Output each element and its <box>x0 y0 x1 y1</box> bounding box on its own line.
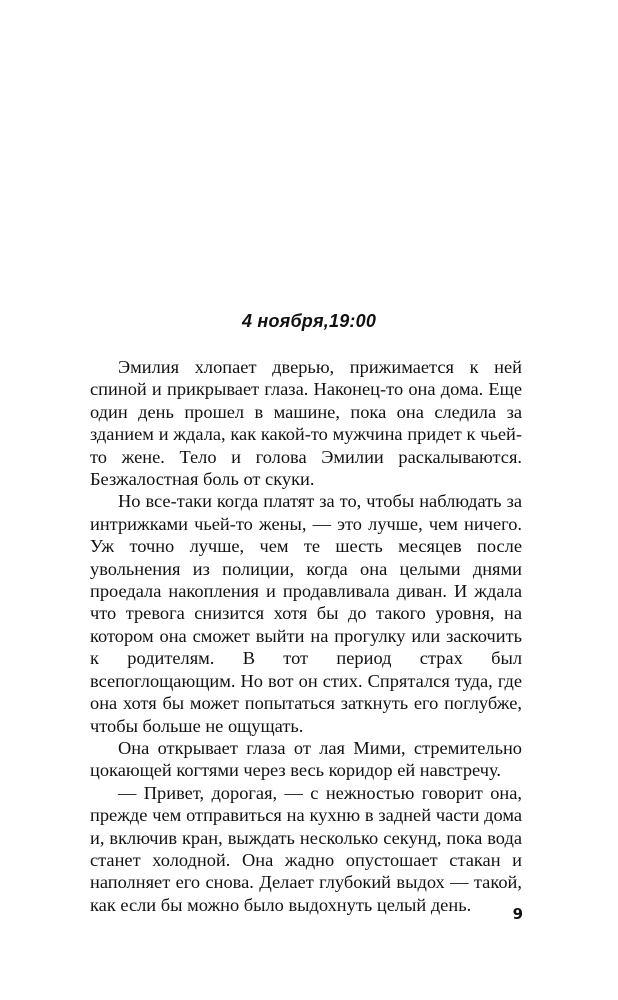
chapter-heading: 4 ноября,19:00 <box>241 311 377 331</box>
page-number: 9 <box>512 905 523 923</box>
paragraph: — Привет, дорогая, — с нежностью говорит она, прежде чем отправиться на кухню в задней части дома и, включив кран, выждать несколько секунд, пока вода станет холодной. Она жадно опустошает стакан и наполняет его снова. Делает глубокий выдох — такой, как если бы можно было выдохнуть целый день. <box>90 782 522 915</box>
paragraph: Она открывает глаза от лая Мими, стремительно цокающей когтями через весь коридор ей навстречу. <box>90 737 522 781</box>
body-text <box>90 356 522 916</box>
paragraph: Но все-таки когда платят за то, чтобы наблюдать за интрижками чьей-то жены, — это лучше, чем ничего. Уж точно лучше, чем те шесть месяцев после увольнения из полиции, когда она целыми днями проедала накопления и продавливала диван. И ждала что тревога снизится хотя бы до такого уровня, на котором она сможет выйти на прогулку или заскочить к родителям. В тот период страх был всепоглощающим. Но вот он стих. Спрятался туда, где она хотя бы может попытаться заткнуть его поглубже, чтобы больше не ощущать. <box>90 491 522 736</box>
paragraph: Эмилия хлопает дверью, прижимается к ней спиной и прикрывает глаза. Наконец-то она дома. Еще один день прошел в машине, пока она следила за зданием и ждала, как какой-то мужчина придет к чьей-то жене. Тело и голова Эмилии раскалываются. Безжалостная боль от скуки. <box>90 357 522 490</box>
